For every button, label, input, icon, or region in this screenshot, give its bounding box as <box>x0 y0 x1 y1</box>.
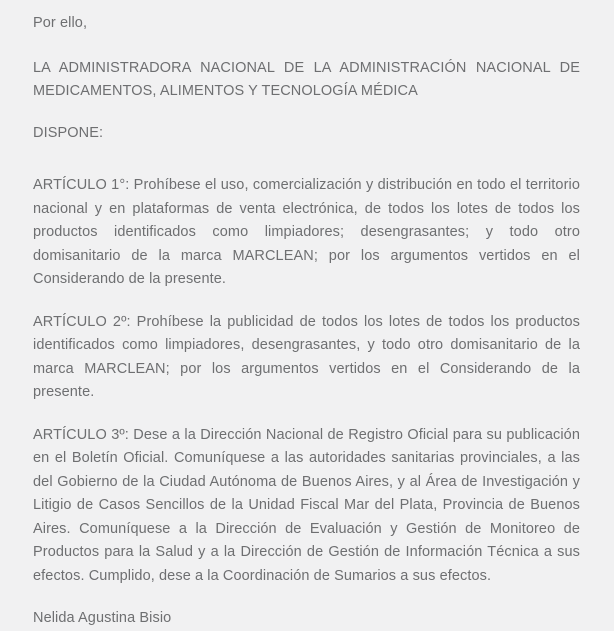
article-3-label: ARTÍCULO 3º: <box>33 426 129 443</box>
article-1-text: Prohíbese el uso, comercialización y distribución en todo el territorio nacional y en plataformas de venta electrónica, de todos los lotes de todos los productos identificados como limpiadores; desengrasantes; y todo otro domisanitario de la marca MARCLEAN; por los argumentos vertidos en el Considerando de la presente. <box>33 177 580 287</box>
article-3-text: Dese a la Dirección Nacional de Registro Oficial para su publicación en el Boletín Oficial. Comuníquese a las autoridades sanitarias provinciales, a las del Gobierno de la Ciudad Autónoma de Buenos Aires, y al Área de Investigación y Litigio de Casos Sencillos de la Unidad Fiscal Mar del Plata, Provincia de Buenos Aires. Comuníquese a la Dirección de Evaluación y Gestión de Monitoreo de Productos para la Salud y a la Dirección de Gestión de Información Técnica a sus efectos. Cumplido, dese a la Coordinación de Sumarios a sus efectos. <box>33 426 580 584</box>
signatory-name: Nelida Agustina Bisio <box>33 610 172 626</box>
article-1 <box>33 174 580 292</box>
article-2-text: Prohíbese la publicidad de todos los lotes de todos los productos identificados como limpiadores, desengrasantes, y todo otro domisanitario de la marca MARCLEAN; por los argumentos vertidos en el Considerando de la presente. <box>33 313 580 400</box>
dispone-heading: DISPONE: <box>33 124 104 141</box>
issuing-authority: LA ADMINISTRADORA NACIONAL DE LA ADMINISTRACIÓN NACIONAL DE MEDICAMENTOS, ALIMENTOS Y TECNOLOGÍA MÉDICA <box>33 59 580 99</box>
article-2 <box>33 311 580 405</box>
intro-line: Por ello, <box>33 15 88 31</box>
article-1-label: ARTÍCULO 1°: <box>33 177 130 193</box>
article-3 <box>33 424 580 589</box>
article-2-label: ARTÍCULO 2º: <box>33 313 131 330</box>
